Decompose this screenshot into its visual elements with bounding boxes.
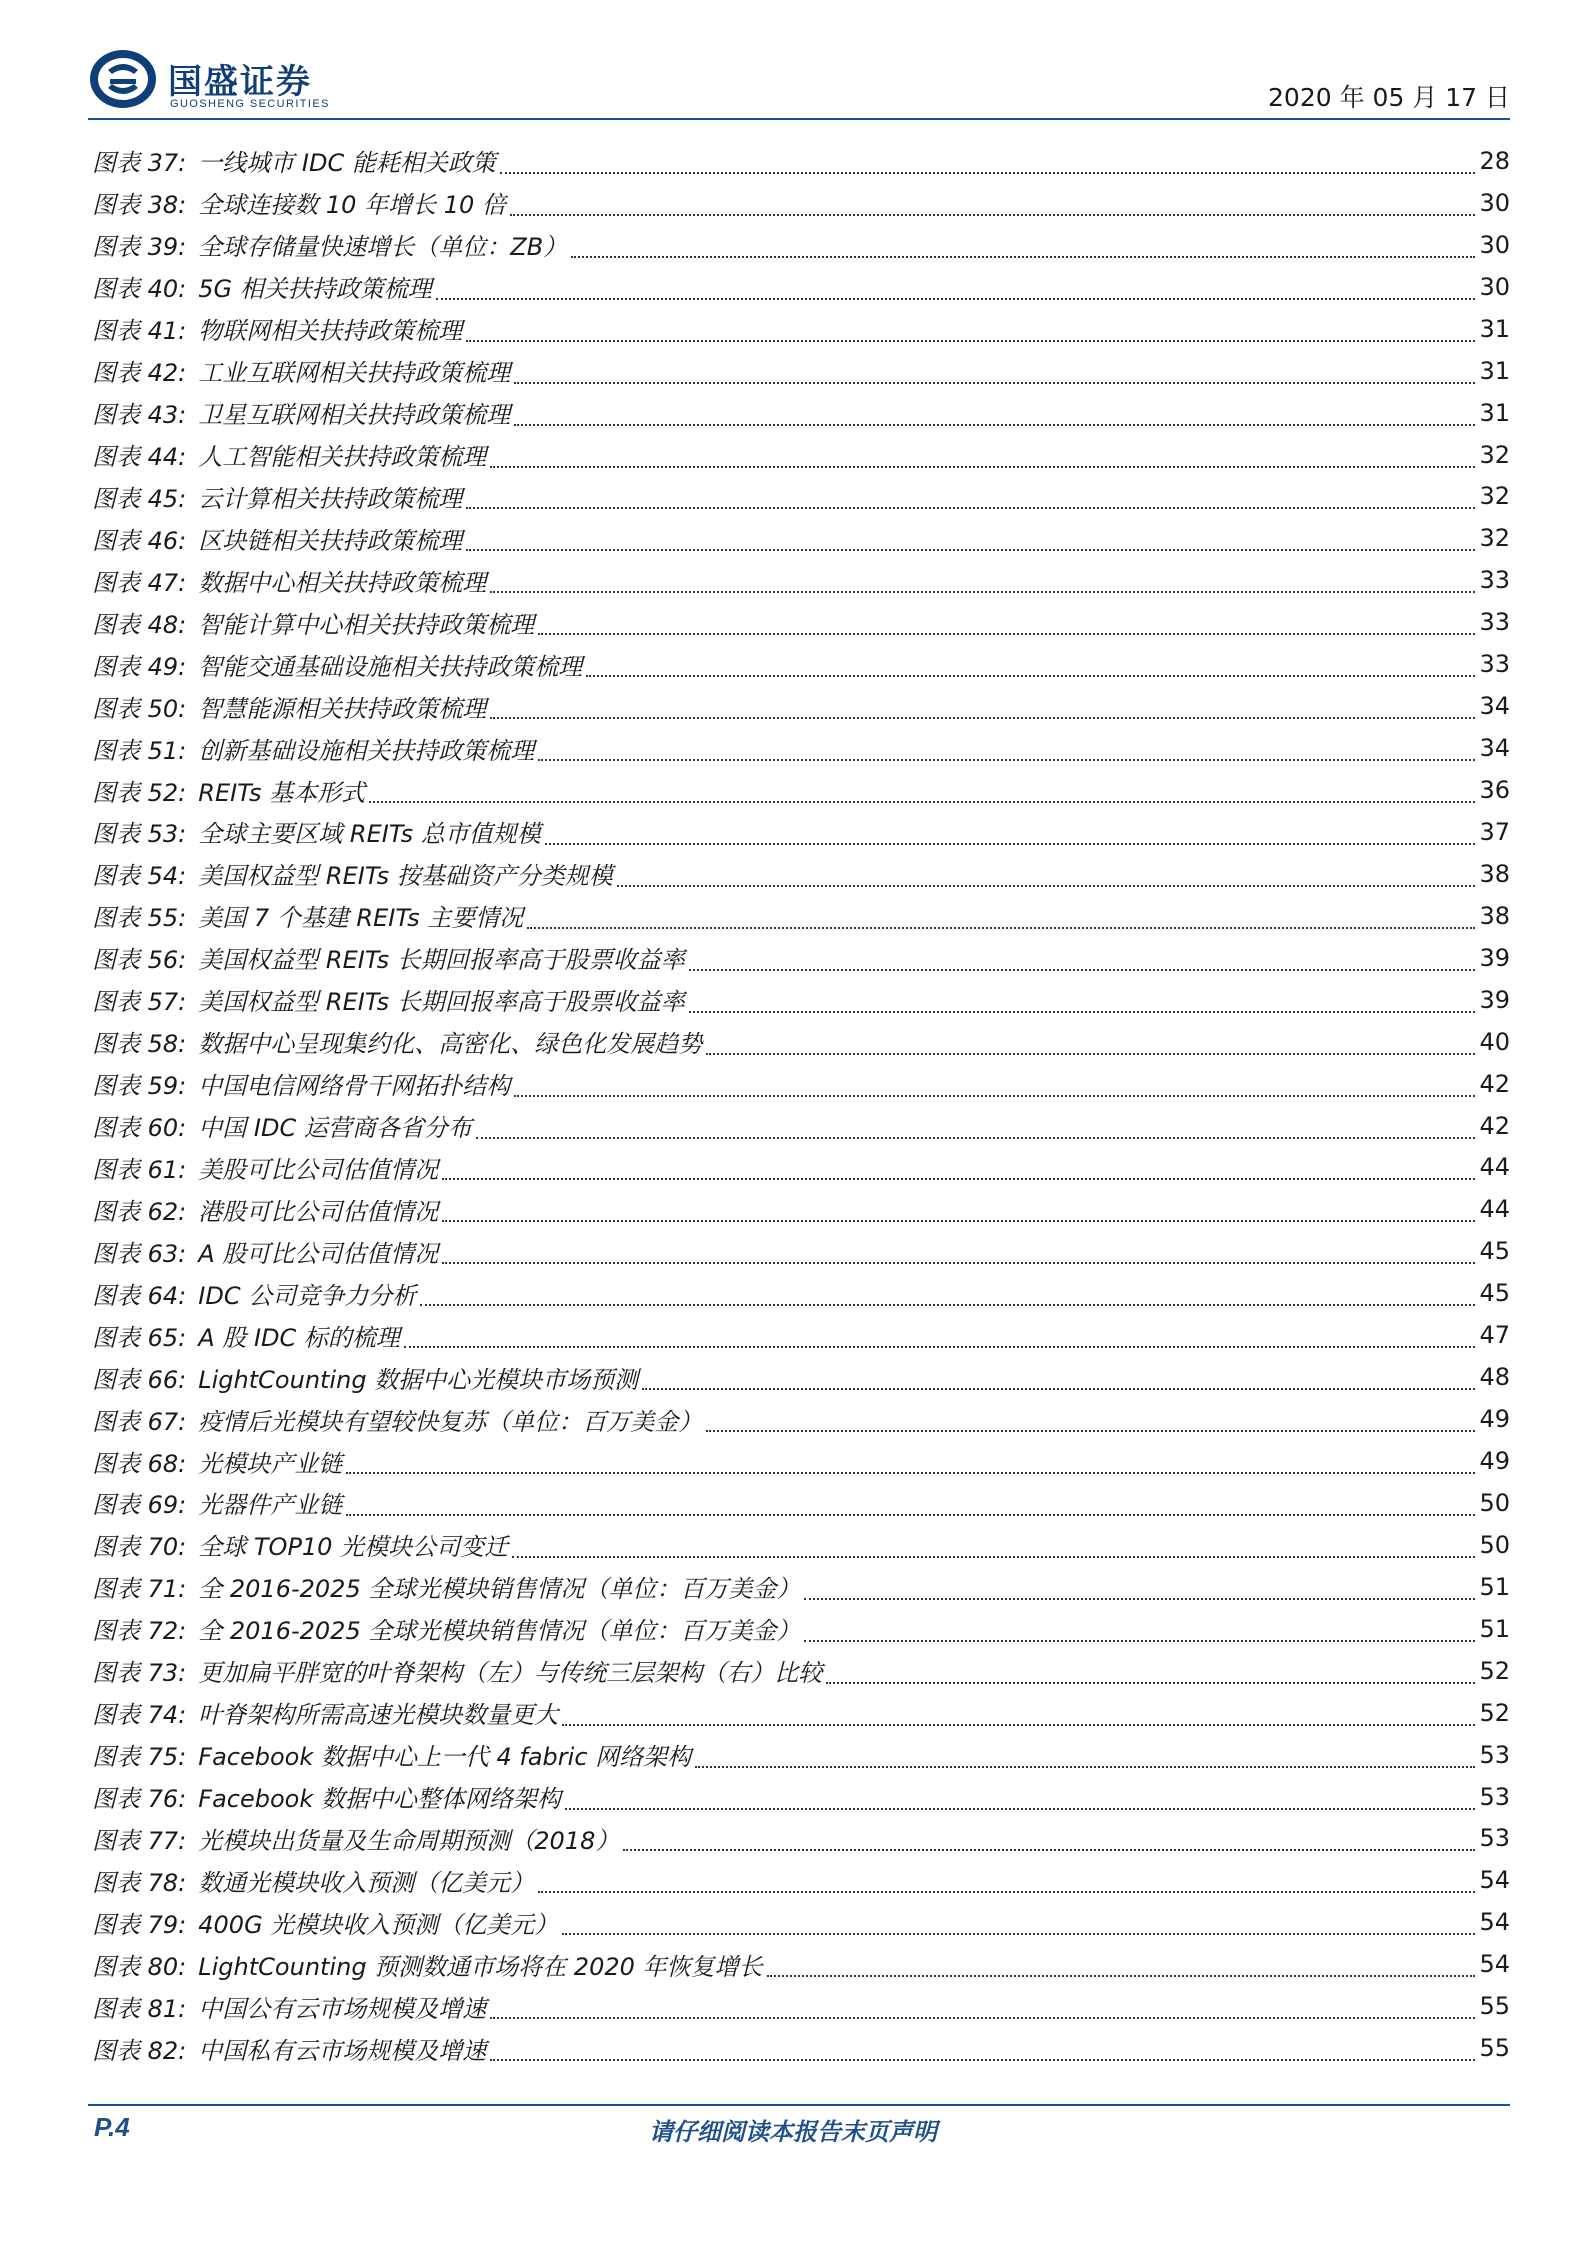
toc-entry-title: 数据中心呈现集约化、高密化、绿色化发展趋势: [198, 1030, 703, 1059]
toc-dot-leader: [527, 927, 1475, 929]
toc-entry-page: 49: [1479, 1405, 1510, 1434]
toc-entry-page: 30: [1479, 188, 1510, 217]
toc-dot-leader: [706, 1430, 1475, 1432]
toc-entry-label: 图表 78:: [92, 1868, 187, 1897]
toc-dot-leader: [476, 1137, 1476, 1139]
toc-entry-label: 图表 49:: [92, 652, 187, 681]
report-date: 2020 年 05 月 17 日: [1268, 83, 1510, 112]
toc-entry-title: 疫情后光模块有望较快复苏（单位：百万美金）: [198, 1407, 703, 1436]
toc-dot-leader: [466, 549, 1475, 551]
toc-entry[interactable]: [92, 1943, 1510, 1985]
toc-entry-page: 45: [1479, 1279, 1510, 1308]
toc-dot-leader: [490, 466, 1475, 468]
header-divider: [88, 118, 1510, 120]
toc-entry-label: 图表 56:: [92, 946, 187, 975]
toc-entry-page: 34: [1479, 734, 1510, 763]
toc-entry-label: 图表 59:: [92, 1072, 187, 1101]
toc-entry-title: 物联网相关扶持政策梳理: [198, 317, 463, 346]
toc-entry[interactable]: [92, 1230, 1510, 1272]
toc-entry-page: 55: [1479, 2034, 1510, 2063]
toc-entry-title: 美股可比公司估值情况: [198, 1155, 439, 1184]
toc-entry-title: 400G 光模块收入预测（亿美元）: [198, 1910, 559, 1939]
toc-dot-leader: [514, 1095, 1475, 1097]
toc-entry-page: 42: [1479, 1111, 1510, 1140]
toc-entry-label: 图表 64:: [92, 1281, 187, 1310]
toc-entry-page: 53: [1479, 1782, 1510, 1811]
toc-entry-label: 图表 53:: [92, 820, 187, 849]
toc-entry-page: 52: [1479, 1656, 1510, 1685]
toc-entry-title: 全 2016-2025 全球光模块销售情况（单位：百万美金）: [198, 1575, 801, 1604]
toc-dot-leader: [346, 1514, 1475, 1516]
toc-entry[interactable]: [92, 979, 1510, 1021]
toc-entry-title: 智慧能源相关扶持政策梳理: [198, 694, 487, 723]
toc-entry-page: 33: [1479, 650, 1510, 679]
toc-entry-label: 图表 50:: [92, 694, 187, 723]
toc-entry-page: 47: [1479, 1321, 1510, 1350]
toc-dot-leader: [538, 759, 1475, 761]
toc-entry[interactable]: [92, 350, 1510, 392]
toc-dot-leader: [804, 1640, 1475, 1642]
toc-dot-leader: [369, 801, 1475, 803]
toc-dot-leader: [514, 382, 1475, 384]
toc-entry[interactable]: [92, 1608, 1510, 1650]
toc-dot-leader: [562, 1724, 1475, 1726]
toc-dot-leader: [500, 172, 1476, 174]
toc-entry[interactable]: [92, 769, 1510, 811]
toc-entry-label: 图表 61:: [92, 1155, 187, 1184]
toc-entry[interactable]: [92, 1147, 1510, 1189]
brand-name: 国盛证券: [168, 62, 312, 102]
toc-entry-title: 全 2016-2025 全球光模块销售情况（单位：百万美金）: [198, 1617, 801, 1646]
toc-entry-label: 图表 82:: [92, 2036, 187, 2065]
toc-entry-page: 33: [1479, 566, 1510, 595]
toc-entry-title: 一线城市 IDC 能耗相关政策: [198, 149, 496, 178]
toc-entry-title: 全球 TOP10 光模块公司变迁: [198, 1533, 509, 1562]
toc-entry-page: 34: [1479, 692, 1510, 721]
toc-entry[interactable]: [92, 182, 1510, 224]
toc-entry-label: 图表 45:: [92, 484, 187, 513]
toc-entry-title: 光模块产业链: [198, 1449, 343, 1478]
toc-dot-leader: [586, 675, 1475, 677]
page-number: P.4: [94, 2112, 130, 2142]
toc-entry-title: Facebook 数据中心整体网络架构: [198, 1785, 561, 1814]
toc-entry-title: 美国权益型 REITs 长期回报率高于股票收益率: [198, 988, 685, 1017]
toc-entry-label: 图表 74:: [92, 1701, 187, 1730]
toc-dot-leader: [767, 1975, 1476, 1977]
toc-dot-leader: [436, 298, 1476, 300]
toc-entry-label: 图表 60:: [92, 1114, 187, 1143]
toc-entry-title: 美国权益型 REITs 长期回报率高于股票收益率: [198, 946, 685, 975]
toc-entry-title: A 股可比公司估值情况: [198, 1239, 439, 1268]
toc-entry[interactable]: [92, 1776, 1510, 1818]
toc-entry-title: 人工智能相关扶持政策梳理: [198, 443, 487, 472]
toc-entry-label: 图表 57:: [92, 988, 187, 1017]
toc-entry[interactable]: [92, 937, 1510, 979]
toc-entry[interactable]: [92, 643, 1510, 685]
toc-dot-leader: [466, 340, 1475, 342]
toc-entry-page: 44: [1479, 1195, 1510, 1224]
toc-entry-label: 图表 55:: [92, 904, 187, 933]
toc-entry-page: 32: [1479, 440, 1510, 469]
toc-entry[interactable]: [92, 601, 1510, 643]
toc-dot-leader: [804, 1598, 1475, 1600]
toc-entry[interactable]: [92, 1692, 1510, 1734]
footer-disclaimer: 请仔细阅读本报告末页声明: [649, 2118, 937, 2146]
toc-entry-page: 54: [1479, 1950, 1510, 1979]
toc-entry[interactable]: [92, 1105, 1510, 1147]
toc-entry-title: Facebook 数据中心上一代 4 fabric 网络架构: [198, 1743, 692, 1772]
toc-entry-page: 31: [1479, 314, 1510, 343]
toc-entry-page: 39: [1479, 943, 1510, 972]
toc-entry-label: 图表 72:: [92, 1617, 187, 1646]
toc-entry-page: 32: [1479, 482, 1510, 511]
toc-entry-title: 全球连接数 10 年增长 10 倍: [198, 191, 506, 220]
toc-dot-leader: [346, 1472, 1475, 1474]
toc-entry-page: 51: [1479, 1614, 1510, 1643]
toc-entry-page: 28: [1479, 146, 1510, 175]
toc-entry-label: 图表 37:: [92, 149, 187, 178]
toc-dot-leader: [826, 1682, 1475, 1684]
toc-entry-label: 图表 52:: [92, 778, 187, 807]
toc-entry-title: 叶脊架构所需高速光模块数量更大: [198, 1701, 559, 1730]
toc-entry-title: 港股可比公司估值情况: [198, 1197, 439, 1226]
toc-entry-label: 图表 47:: [92, 568, 187, 597]
toc-dot-leader: [404, 1346, 1476, 1348]
toc-dot-leader: [706, 1053, 1475, 1055]
toc-entry[interactable]: [92, 1272, 1510, 1314]
toc-entry-label: 图表 66:: [92, 1365, 187, 1394]
toc-entry[interactable]: [92, 1859, 1510, 1901]
toc-entry-page: 31: [1479, 356, 1510, 385]
toc-entry[interactable]: [92, 224, 1510, 266]
toc-entry[interactable]: [92, 476, 1510, 518]
toc-entry-label: 图表 62:: [92, 1197, 187, 1226]
toc-entry-page: 55: [1479, 1992, 1510, 2021]
toc-entry-label: 图表 44:: [92, 443, 187, 472]
toc-entry-page: 49: [1479, 1447, 1510, 1476]
toc-dot-leader: [562, 1933, 1475, 1935]
toc-entry[interactable]: [92, 1314, 1510, 1356]
toc-entry[interactable]: [92, 1524, 1510, 1566]
footer-divider: [88, 2104, 1510, 2106]
toc-dot-leader: [689, 969, 1476, 971]
toc-entry[interactable]: [92, 392, 1510, 434]
toc-entry-label: 图表 46:: [92, 526, 187, 555]
toc-dot-leader: [538, 633, 1475, 635]
toc-entry-page: 39: [1479, 985, 1510, 1014]
toc-entry-label: 图表 77:: [92, 1826, 187, 1855]
toc-entry-title: 美国 7 个基建 REITs 主要情况: [198, 904, 524, 933]
toc-entry-title: 中国 IDC 运营商各省分布: [198, 1114, 472, 1143]
toc-dot-leader: [442, 1178, 1475, 1180]
toc-entry-title: 更加扁平胖宽的叶脊架构（左）与传统三层架构（右）比较: [198, 1659, 823, 1688]
toc-entry[interactable]: [92, 266, 1510, 308]
toc-entry-page: 53: [1479, 1740, 1510, 1769]
toc-entry[interactable]: [92, 811, 1510, 853]
toc-entry-page: 37: [1479, 817, 1510, 846]
toc-entry-page: 51: [1479, 1572, 1510, 1601]
toc-dot-leader: [538, 1891, 1475, 1893]
toc-entry[interactable]: [92, 685, 1510, 727]
toc-entry[interactable]: [92, 1021, 1510, 1063]
toc-entry-page: 42: [1479, 1069, 1510, 1098]
guosheng-logo-icon: [88, 48, 158, 110]
toc-entry[interactable]: [92, 1356, 1510, 1398]
toc-entry-title: 美国权益型 REITs 按基础资产分类规模: [198, 862, 613, 891]
toc-dot-leader: [490, 2059, 1475, 2061]
toc-entry[interactable]: [92, 1650, 1510, 1692]
toc-dot-leader: [442, 1262, 1475, 1264]
toc-entry-label: 图表 39:: [92, 233, 187, 262]
toc-entry-label: 图表 79:: [92, 1910, 187, 1939]
toc-entry-title: 5G 相关扶持政策梳理: [198, 275, 432, 304]
toc-dot-leader: [623, 1849, 1475, 1851]
toc-entry-page: 44: [1479, 1153, 1510, 1182]
toc-entry-title: 区块链相关扶持政策梳理: [198, 526, 463, 555]
toc-entry-page: 30: [1479, 272, 1510, 301]
toc-entry[interactable]: [92, 1734, 1510, 1776]
toc-entry-label: 图表 40:: [92, 275, 187, 304]
figure-list: [92, 140, 1510, 2069]
toc-entry-title: 数通光模块收入预测（亿美元）: [198, 1868, 535, 1897]
toc-entry-label: 图表 51:: [92, 736, 187, 765]
toc-entry-page: 48: [1479, 1363, 1510, 1392]
toc-entry-title: 智能交通基础设施相关扶持政策梳理: [198, 652, 583, 681]
toc-entry-label: 图表 69:: [92, 1491, 187, 1520]
toc-entry[interactable]: [92, 434, 1510, 476]
toc-dot-leader: [510, 214, 1476, 216]
toc-entry-page: 30: [1479, 230, 1510, 259]
toc-entry-page: 38: [1479, 859, 1510, 888]
toc-entry-label: 图表 41:: [92, 317, 187, 346]
toc-entry-page: 53: [1479, 1824, 1510, 1853]
toc-entry[interactable]: [92, 1398, 1510, 1440]
toc-entry-label: 图表 68:: [92, 1449, 187, 1478]
toc-entry[interactable]: [92, 1440, 1510, 1482]
toc-entry-label: 图表 81:: [92, 1994, 187, 2023]
toc-entry-title: 全球主要区域 REITs 总市值规模: [198, 820, 541, 849]
toc-entry[interactable]: [92, 1901, 1510, 1943]
toc-dot-leader: [442, 1220, 1475, 1222]
toc-entry-title: REITs 基本形式: [198, 778, 366, 807]
toc-dot-leader: [420, 1304, 1475, 1306]
toc-entry-page: 50: [1479, 1530, 1510, 1559]
toc-dot-leader: [514, 424, 1475, 426]
toc-entry-title: 中国公有云市场规模及增速: [198, 1994, 487, 2023]
toc-entry-page: 40: [1479, 1027, 1510, 1056]
toc-dot-leader: [571, 256, 1475, 258]
toc-entry-page: 38: [1479, 901, 1510, 930]
toc-entry[interactable]: [92, 517, 1510, 559]
toc-entry-label: 图表 58:: [92, 1030, 187, 1059]
toc-entry-label: 图表 80:: [92, 1952, 187, 1981]
toc-entry-title: 中国电信网络骨干网拓扑结构: [198, 1072, 511, 1101]
toc-entry-page: 32: [1479, 524, 1510, 553]
page-header: [88, 48, 1510, 118]
toc-entry-label: 图表 48:: [92, 610, 187, 639]
toc-dot-leader: [545, 843, 1476, 845]
toc-entry-title: 全球存储量快速增长（单位：ZB）: [198, 233, 568, 262]
toc-dot-leader: [490, 2017, 1475, 2019]
toc-entry[interactable]: [92, 140, 1510, 182]
toc-dot-leader: [689, 1011, 1476, 1013]
toc-entry-title: LightCounting 预测数通市场将在 2020 年恢复增长: [198, 1952, 763, 1981]
toc-dot-leader: [565, 1808, 1476, 1810]
toc-entry-title: 卫星互联网相关扶持政策梳理: [198, 401, 511, 430]
toc-entry[interactable]: [92, 1566, 1510, 1608]
toc-entry-title: 工业互联网相关扶持政策梳理: [198, 359, 511, 388]
toc-entry-title: LightCounting 数据中心光模块市场预测: [198, 1365, 639, 1394]
toc-entry-label: 图表 75:: [92, 1743, 187, 1772]
toc-entry-page: 54: [1479, 1866, 1510, 1895]
toc-entry[interactable]: [92, 1985, 1510, 2027]
toc-entry-page: 36: [1479, 776, 1510, 805]
toc-entry[interactable]: [92, 727, 1510, 769]
toc-dot-leader: [466, 507, 1475, 509]
toc-entry-label: 图表 65:: [92, 1323, 187, 1352]
toc-entry[interactable]: [92, 308, 1510, 350]
toc-entry-label: 图表 73:: [92, 1659, 187, 1688]
toc-entry-page: 45: [1479, 1237, 1510, 1266]
toc-entry-title: IDC 公司竞争力分析: [198, 1281, 417, 1310]
brand-subtitle: GUOSHENG SECURITIES: [170, 98, 330, 110]
toc-entry-label: 图表 76:: [92, 1785, 187, 1814]
toc-entry-label: 图表 63:: [92, 1239, 187, 1268]
toc-entry-label: 图表 42:: [92, 359, 187, 388]
toc-entry-title: 中国私有云市场规模及增速: [198, 2036, 487, 2065]
toc-entry-label: 图表 43:: [92, 401, 187, 430]
toc-entry-title: 创新基础设施相关扶持政策梳理: [198, 736, 535, 765]
toc-entry[interactable]: [92, 1188, 1510, 1230]
toc-entry-page: 50: [1479, 1488, 1510, 1517]
toc-dot-leader: [617, 885, 1476, 887]
toc-entry-label: 图表 54:: [92, 862, 187, 891]
toc-entry[interactable]: [92, 2027, 1510, 2069]
toc-dot-leader: [695, 1766, 1475, 1768]
toc-entry[interactable]: [92, 1063, 1510, 1105]
toc-entry-page: 31: [1479, 398, 1510, 427]
toc-entry-label: 图表 67:: [92, 1407, 187, 1436]
toc-dot-leader: [490, 717, 1475, 719]
toc-entry-title: 数据中心相关扶持政策梳理: [198, 568, 487, 597]
toc-entry-page: 52: [1479, 1698, 1510, 1727]
toc-entry-title: 光模块出货量及生命周期预测（2018）: [198, 1826, 620, 1855]
toc-entry-label: 图表 70:: [92, 1533, 187, 1562]
toc-entry-page: 33: [1479, 608, 1510, 637]
toc-entry-title: 智能计算中心相关扶持政策梳理: [198, 610, 535, 639]
toc-entry-title: 云计算相关扶持政策梳理: [198, 484, 463, 513]
toc-entry-title: 光器件产业链: [198, 1491, 343, 1520]
toc-dot-leader: [642, 1388, 1475, 1390]
toc-entry-label: 图表 38:: [92, 191, 187, 220]
toc-entry-page: 54: [1479, 1908, 1510, 1937]
toc-dot-leader: [512, 1556, 1475, 1558]
toc-entry-label: 图表 71:: [92, 1575, 187, 1604]
toc-entry[interactable]: [92, 895, 1510, 937]
toc-entry[interactable]: [92, 559, 1510, 601]
toc-dot-leader: [490, 591, 1475, 593]
toc-entry[interactable]: [92, 1818, 1510, 1860]
toc-entry-title: A 股 IDC 标的梳理: [198, 1323, 400, 1352]
toc-entry[interactable]: [92, 853, 1510, 895]
toc-entry[interactable]: [92, 1482, 1510, 1524]
